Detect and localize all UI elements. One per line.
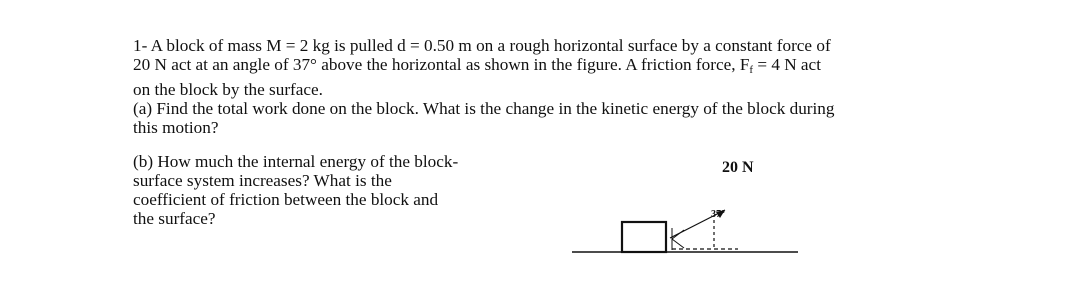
problem-line-1: 1- A block of mass M = 2 kg is pulled d = 0.50 m on a rough horizontal surface by a constant force of	[133, 36, 831, 55]
part-a-line-2: this motion?	[133, 118, 219, 137]
part-b-line-1: (b) How much the internal energy of the block-	[133, 152, 459, 171]
part-a-line-1: (a) Find the total work done on the block. What is the change in the kinetic energy of the block during	[133, 99, 835, 118]
problem-line-3: on the block by the surface.	[133, 80, 323, 99]
part-b-question	[133, 152, 553, 228]
part-b-line-4: the surface?	[133, 209, 216, 228]
angle-label: 37°	[711, 209, 725, 220]
problem-statement	[133, 36, 953, 137]
friction-subscript: f	[749, 64, 754, 76]
angle-marker-line-2	[672, 230, 684, 239]
problem-line-2-text: 20 N act at an angle of 37° above the horizontal as shown in the figure. A friction force, F	[133, 55, 750, 74]
force-label: 20 N	[722, 159, 754, 176]
block	[622, 222, 666, 252]
problem-line-2	[133, 55, 953, 80]
part-b-line-3: coefficient of friction between the block and	[133, 190, 439, 209]
problem-line-2-end: = 4 N act	[753, 55, 821, 74]
force-diagram	[560, 150, 800, 270]
angle-marker-line-3	[672, 239, 684, 248]
part-b-line-2: surface system increases? What is the	[133, 171, 392, 190]
